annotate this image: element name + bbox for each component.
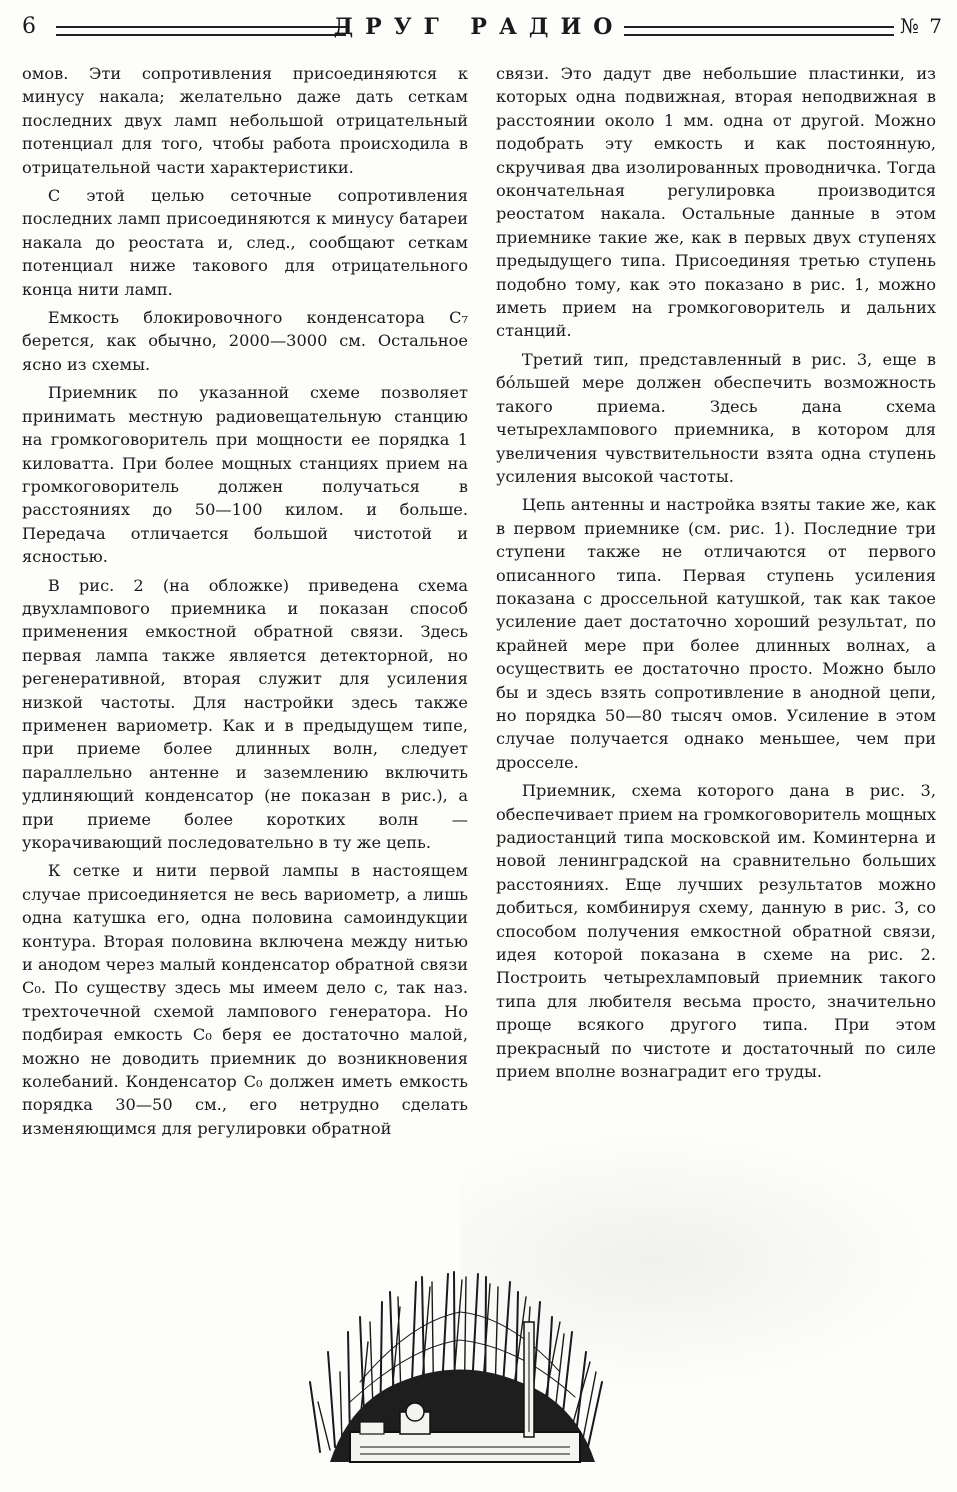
paragraph: В рис. 2 (на обложке) приведена схема двухлампового приемника и показан способ применения емкостной обратной связи. Здесь первая лампа также является детекторной, но регенеративной, вторая служит для усиления низкой частоты. Для настройки здесь также применен вариометр. Как и в предыдущем типе, при приеме более длинных волн, следует параллельно антенне и заземлению включить удлиняющий конденсатор (не показан в рис.), а при приеме более коротких волн — укорачивающий последовательно в ту же цепь. [22,575,468,852]
paragraph: Приемник по указанной схеме позволяет принимать местную радиовещательную станцию на громкоговоритель при мощности ее порядка 1 киловатта. При более мощных станциях прием на громкоговоритель должен получаться в расстояниях до 50—100 килом. и больше. Передача отличается большой чистотой и ясностью. [22,383,468,567]
paragraph: Емкость блокировочного конденсатора C₇ берется, как обычно, 2000—3000 см. Остальное ясно из схемы. [22,308,468,374]
header-rule-right [624,26,894,36]
left-column [22,62,468,1140]
right-column [496,62,936,1083]
page-header [14,10,944,46]
paragraph: С этой целью сеточные сопротивления последних ламп присоединяются к минусу батареи накала до реостата и, след., сообщают сеткам потенциал ниже такового для отрицательного конца нити ламп. [22,186,468,299]
journal-title: ДРУГ РАДИО [333,14,625,40]
paragraph: Цепь антенны и настройка взяты такие же, как в первом приемнике (см. рис. 1). Последние три ступени также не отличаются от первого описанного типа. Первая ступень усиления показана с дроссельной катушкой, так как такое усиление дает достаточно хороший результат, по крайней мере при более длинных волнах, а осуществить ее достаточно просто. Можно было бы и здесь взять сопротивление в анодной цепи, но порядка 50—80 тысяч омов. Усиление в этом случае получается однако меньшее, чем при дросселе. [496,495,936,772]
issue-number: № 7 [899,14,944,38]
radio-receiver-engraving-icon [290,1262,630,1482]
paragraph: Третий тип, представленный в рис. 3, еще в бо́льшей мере должен обеспечить возможность такого приема. Здесь дана схема четырехлампового приемника, в котором для увеличения чувствительности взята одна ступень усиления высокой частоты. [496,349,936,486]
paragraph: связи. Это дадут две небольшие пластинки, из которых одна подвижная, вторая неподвижная в расстоянии около 1 мм. одна от другой. Можно подобрать эту емкость и как постоянную, скручивая два изолированных проводничка. Тогда окончательная регулировка производится реостатом накала. Остальные данные в этом приемнике такие же, как в первых двух ступенях предыдущего типа. Присоединяя третью ступень подобно тому, как это показано в рис. 1, можно иметь прием на громкоговоритель и дальних станций. [496,64,936,341]
page-number: 6 [22,14,36,39]
paragraph: К сетке и нити первой лампы в настоящем случае присоединяется не весь вариометр, а лишь одна катушка его, одна половина самоиндукции контура. Вторая половина включена между нитью и анодом через малый конденсатор обратной связи C₀. По существу здесь мы имеем дело с, так наз. трехточечной схемой лампового генератора. Но подбирая емкость C₀ беря ее достаточно малой, можно не доводить приемник до возникновения колебаний. Конденсатор C₀ должен иметь емкость порядка 30—50 см., его нетрудно сделать изменяющимся для регулировки обратной [22,861,468,1138]
paragraph: Приемник, схема которого дана в рис. 3, обеспечивает прием на громкоговоритель мощных радиостанций типа московской им. Коминтерна и новой ленинградской на сравнительно больших расстояниях. Еще лучших результатов можно добиться, комбинируя схему, данную в рис. 3, со способом получения емкостной обратной связи, идея которой показана в схеме на рис. 2. Построить четырехламповый приемник такого типа для любителя весьма просто, значительно проще всякого другого типа. При этом прекрасный по чистоте и достаточный по силе прием вполне вознаградит его труды. [496,781,936,1082]
paragraph: омов. Эти сопротивления присоединяются к минусу накала; желательно даже дать сеткам последних двух ламп небольшой отрицательный потенциал для того, чтобы работа происходила в отрицательной части характеристики. [22,64,468,177]
